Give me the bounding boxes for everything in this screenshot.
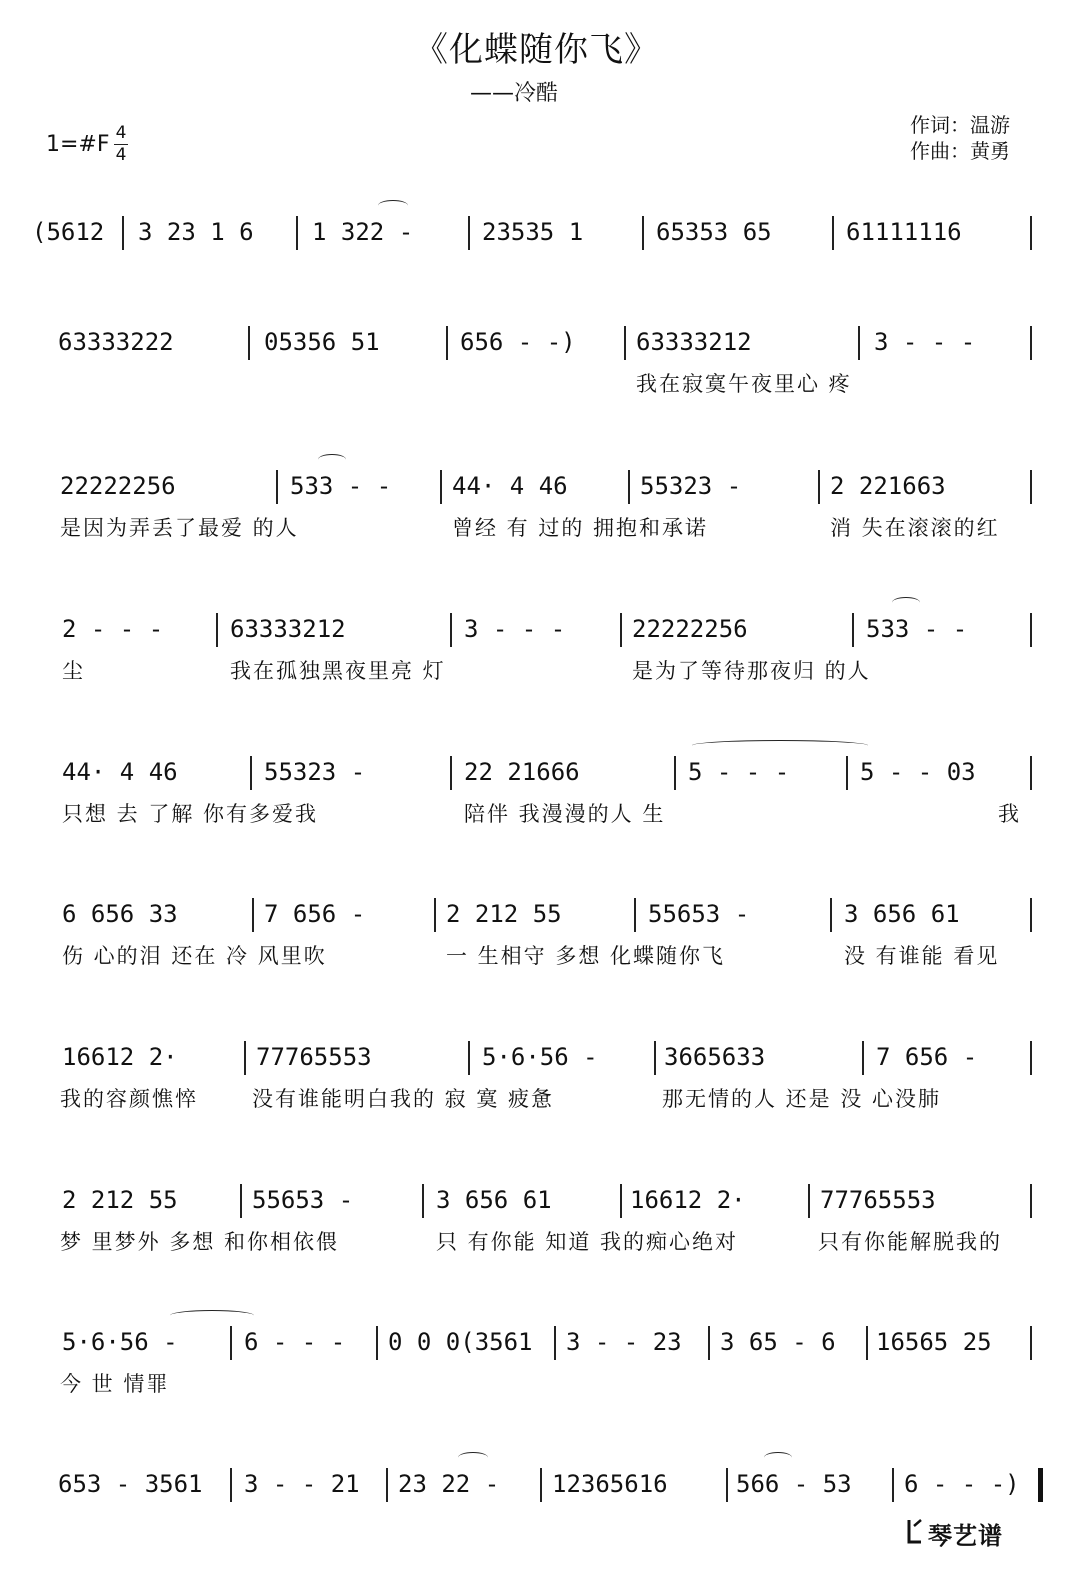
bar-line: [468, 1041, 470, 1075]
bar-line: [852, 613, 854, 647]
watermark: 琴艺谱: [928, 1522, 1003, 1550]
measure: 65353 65: [656, 218, 772, 246]
bar-line: [830, 898, 832, 932]
lyrics-line: [0, 1226, 1073, 1260]
lyrics-line: [0, 1368, 1073, 1402]
measure: 2 - - -: [62, 615, 164, 643]
bar-line: [1030, 898, 1032, 932]
bar-line: [250, 756, 252, 790]
bar-line: [654, 1041, 656, 1075]
bar-line: [726, 1468, 728, 1502]
measure: 2 212 55: [446, 900, 562, 928]
notes-line: [0, 752, 1073, 796]
score-system-7: [0, 1037, 1073, 1157]
lyric: 一 生相守 多想 化蝶随你飞: [446, 944, 726, 968]
measure: 55323 -: [264, 758, 366, 786]
bar-line: [1030, 1041, 1032, 1075]
lyric: 我的容颜憔悴: [60, 1087, 198, 1111]
measure: 533 - -: [290, 472, 392, 500]
measure: 5·6·56 -: [62, 1328, 178, 1356]
notes-line: [0, 1180, 1073, 1224]
measure: 5 - - 03: [860, 758, 976, 786]
measure: 44· 4 46: [62, 758, 178, 786]
measure: 16612 2·: [62, 1043, 178, 1071]
measure: 05356 51: [264, 328, 380, 356]
bar-line: [422, 1184, 424, 1218]
key-signature: 1=#F: [46, 132, 110, 157]
measure: 3665633: [664, 1043, 766, 1071]
bar-line: [1030, 470, 1032, 504]
slur: [378, 200, 408, 211]
lyric: 是因为弄丢了最爱 的人: [60, 516, 299, 540]
score-system-4: [0, 609, 1073, 729]
lyrics-line: [0, 512, 1073, 546]
lyric: 我在寂寞午夜里心 疼: [636, 372, 852, 396]
bar-line: [866, 1326, 868, 1360]
bar-line: [276, 470, 278, 504]
bar-line: [846, 756, 848, 790]
measure: 6 - - -): [904, 1470, 1020, 1498]
measure: 3 656 61: [436, 1186, 552, 1214]
measure: 1 322 -: [312, 218, 414, 246]
bar-line: [634, 898, 636, 932]
measure: 2 221663: [830, 472, 946, 500]
measure: 3 656 61: [844, 900, 960, 928]
measure: 77765553: [820, 1186, 936, 1214]
measure: 63333212: [636, 328, 752, 356]
measure: 3 - - -: [464, 615, 566, 643]
measure: 22222256: [60, 472, 176, 500]
bar-line: [540, 1468, 542, 1502]
notes-line: [0, 322, 1073, 366]
lyric: 没 有谁能 看见: [844, 944, 1000, 968]
slur: [458, 1452, 488, 1463]
lyric: 消 失在滚滚的红: [830, 516, 1000, 540]
lyrics-line: [0, 368, 1073, 402]
bar-line: [296, 216, 298, 250]
measure: 55653 -: [648, 900, 750, 928]
bar-line: [628, 470, 630, 504]
notes-line: [0, 212, 1073, 256]
time-signature: [112, 124, 130, 165]
notes-line: [0, 1322, 1073, 1366]
lyric: 是为了等待那夜归 的人: [632, 659, 871, 683]
score-system-9: [0, 1322, 1073, 1442]
measure: 77765553: [256, 1043, 372, 1071]
lyric: 只 有你能 知道 我的痴心绝对: [436, 1230, 739, 1254]
measure: 3 - - 21: [244, 1470, 360, 1498]
measure: 61111116: [846, 218, 962, 246]
measure: (5612: [32, 218, 105, 246]
measure: 7 656 -: [876, 1043, 978, 1071]
measure: 3 65 - 6: [720, 1328, 836, 1356]
score-system-1: [0, 212, 1073, 332]
bar-line: [446, 326, 448, 360]
lyrics-line: [0, 655, 1073, 689]
measure: 12365616: [552, 1470, 668, 1498]
lyric: 尘: [62, 659, 85, 683]
measure: 3 23 1 6: [138, 218, 254, 246]
measure: 5·6·56 -: [482, 1043, 598, 1071]
lyric: 只有你能解脱我的: [818, 1230, 1002, 1254]
bar-line: [674, 756, 676, 790]
score-system-3: [0, 466, 1073, 586]
time-signature-top: 4: [115, 123, 127, 143]
bar-line: [624, 326, 626, 360]
bar-line: [892, 1468, 894, 1502]
measure: 6 656 33: [62, 900, 178, 928]
lyrics-line: [0, 940, 1073, 974]
notes-line: [0, 894, 1073, 938]
bar-line: [554, 1326, 556, 1360]
lyric: 陪伴 我漫漫的人 生: [464, 802, 666, 826]
lyric: 梦 里梦外 多想 和你相依偎: [60, 1230, 340, 1254]
measure: 23535 1: [482, 218, 584, 246]
measure: 3 - - -: [874, 328, 976, 356]
slur: [892, 597, 920, 608]
bar-line: [230, 1326, 232, 1360]
measure: 5 - - -: [688, 758, 790, 786]
lyric: 只想 去 了解 你有多爱我: [62, 802, 319, 826]
notes-line: [0, 1464, 1073, 1508]
final-bar-line: [1038, 1468, 1043, 1502]
credits: [910, 112, 1010, 164]
bar-line: [642, 216, 644, 250]
tie: [692, 740, 868, 751]
lyric: 曾经 有 过的 拥抱和承诺: [452, 516, 709, 540]
lyric: 今 世 情罪: [60, 1372, 170, 1396]
measure: 566 - 53: [736, 1470, 852, 1498]
slur: [764, 1452, 792, 1463]
bar-line: [620, 1184, 622, 1218]
measure: 653 - 3561: [58, 1470, 203, 1498]
bar-line: [376, 1326, 378, 1360]
measure: 22222256: [632, 615, 748, 643]
lyric: 那无情的人 还是 没 心没肺: [662, 1087, 942, 1111]
measure: 63333212: [230, 615, 346, 643]
slur: [318, 454, 346, 465]
lyric: 伤 心的泪 还在 冷 风里吹: [62, 944, 327, 968]
lyric: 我: [998, 802, 1021, 826]
bar-line: [450, 613, 452, 647]
lyrics-line: [0, 798, 1073, 832]
score-system-5: [0, 752, 1073, 872]
bar-line: [1030, 613, 1032, 647]
bar-line: [240, 1184, 242, 1218]
measure: 23 22 -: [398, 1470, 500, 1498]
bar-line: [252, 898, 254, 932]
measure: 16565 25: [876, 1328, 992, 1356]
bar-line: [1030, 1184, 1032, 1218]
score-system-8: [0, 1180, 1073, 1300]
bar-line: [1030, 756, 1032, 790]
score-system-2: [0, 322, 1073, 442]
measure: 63333222: [58, 328, 174, 356]
bar-line: [230, 1468, 232, 1502]
score-system-6: [0, 894, 1073, 1014]
bar-line: [1030, 326, 1032, 360]
bar-line: [450, 756, 452, 790]
lyric: 没有谁能明白我的 寂 寞 疲惫: [252, 1087, 555, 1111]
bar-line: [862, 1041, 864, 1075]
song-title: 《化蝶随你飞》: [414, 30, 659, 70]
bar-line: [620, 613, 622, 647]
measure: 533 - -: [866, 615, 968, 643]
bar-line: [386, 1468, 388, 1502]
bar-line: [248, 326, 250, 360]
measure: 0 0 0(3561: [388, 1328, 533, 1356]
measure: 656 - -): [460, 328, 576, 356]
lyrics-line: [0, 1083, 1073, 1117]
watermark-logo-icon: [906, 1518, 924, 1544]
bar-line: [216, 613, 218, 647]
measure: 7 656 -: [264, 900, 366, 928]
measure: 44· 4 46: [452, 472, 568, 500]
measure: 22 21666: [464, 758, 580, 786]
measure: 55653 -: [252, 1186, 354, 1214]
bar-line: [832, 216, 834, 250]
bar-line: [468, 216, 470, 250]
measure: 3 - - 23: [566, 1328, 682, 1356]
singer: ——冷酷: [470, 81, 559, 106]
measure: 55323 -: [640, 472, 742, 500]
measure: 16612 2·: [630, 1186, 746, 1214]
bar-line: [1030, 216, 1032, 250]
notes-line: [0, 466, 1073, 510]
bar-line: [122, 216, 124, 250]
measure: 6 - - -: [244, 1328, 346, 1356]
bar-line: [708, 1326, 710, 1360]
bar-line: [858, 326, 860, 360]
bar-line: [808, 1184, 810, 1218]
measure: 2 212 55: [62, 1186, 178, 1214]
bar-line: [434, 898, 436, 932]
notes-line: [0, 1037, 1073, 1081]
bar-line: [440, 470, 442, 504]
notes-line: [0, 609, 1073, 653]
bar-line: [818, 470, 820, 504]
lyric: 我在孤独黑夜里亮 灯: [230, 659, 446, 683]
composer: 作曲：黄勇: [910, 139, 1010, 163]
bar-line: [244, 1041, 246, 1075]
tie: [170, 1310, 254, 1321]
time-signature-bottom: 4: [115, 145, 127, 165]
lyricist: 作词：温游: [910, 113, 1010, 137]
bar-line: [1030, 1326, 1032, 1360]
